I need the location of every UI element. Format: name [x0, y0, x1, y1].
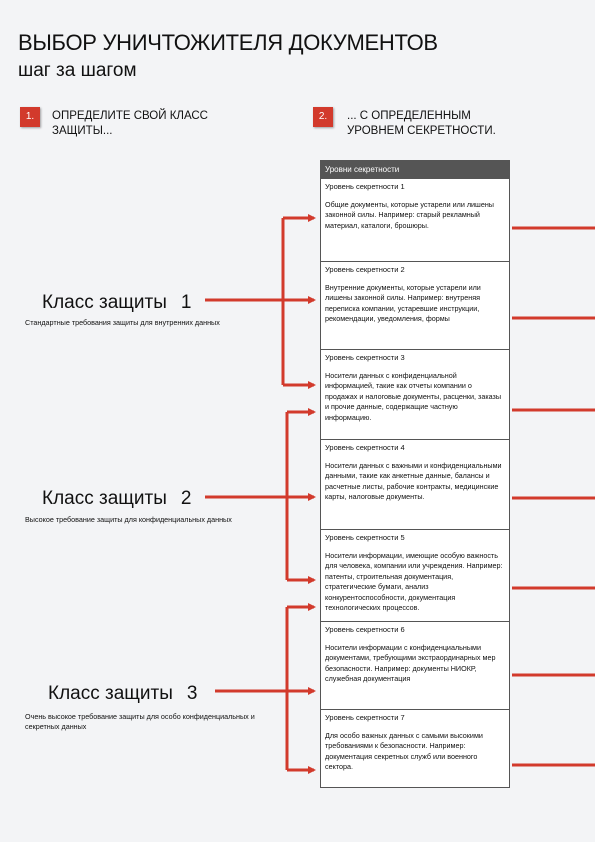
security-level-text: Носители информации, имеющие особую важность для человека, компании или учреждения. Например: патенты, строительная документация, стратегические бумаги, анализ конкурентоспособности, документация технологических процессов. — [325, 551, 503, 613]
security-level-title: Уровень секретности 3 — [325, 353, 405, 362]
class-number: 3 — [186, 683, 198, 704]
class-number: 2 — [180, 488, 192, 509]
step-2-text: ... С ОПРЕДЕЛЕННЫМ УРОВНЕМ СЕКРЕТНОСТИ. — [347, 110, 496, 137]
security-level-title: Уровень секретности 1 — [325, 182, 405, 191]
security-level-title: Уровень секретности 2 — [325, 265, 405, 274]
protection-class-2-description: Высокое требование защиты для конфиденциальных данных — [25, 515, 232, 524]
class-label: Класс защиты — [42, 488, 167, 509]
page-title: ВЫБОР УНИЧТОЖИТЕЛЯ ДОКУМЕНТОВ — [18, 30, 438, 55]
security-level-title: Уровень секретности 4 — [325, 443, 405, 452]
step-2-number: 2. — [313, 107, 333, 127]
security-level-text: Общие документы, которые устарели или лишены законной силы. Например: старый рекламный материал, каталоги, брошюры. — [325, 200, 494, 230]
security-levels-header: Уровни секретности — [321, 161, 509, 179]
security-level-title: Уровень секретности 5 — [325, 533, 405, 542]
security-level-text: Внутренние документы, которые устарели или лишены законной силы. Например: внутреняя переписка компании, устаревшие инструкции, рекомендации, уведомления, формы — [325, 283, 481, 324]
security-level-text: Для особо важных данных с самыми высокими требованиями к безопасности. Например: документация секретных служб или военного сектора. — [325, 731, 483, 772]
security-level-text: Носители данных с важными и конфиденциальными данными, такие как анкетные данные, балансы и расчетные листы, рабочие контракты, медицинские карты, налоговые документы. — [325, 461, 502, 502]
security-level-title: Уровень секретности 6 — [325, 625, 405, 634]
security-level-text: Носители информации с конфиденциальными документами, требующими экстраординарных мер безопасности. Например: документы НИОКР, служебная документация — [325, 643, 496, 684]
class-label: Класс защиты — [42, 292, 167, 313]
security-level-title: Уровень секретности 7 — [325, 713, 405, 722]
page-subtitle: шаг за шагом — [18, 60, 137, 81]
protection-class-1-description: Стандартные требования защиты для внутренних данных — [25, 318, 220, 327]
step-1-number: 1. — [20, 107, 40, 127]
protection-class-3-description: Очень высокое требование защиты для особо конфиденциальных и секретных данных — [25, 712, 255, 731]
class-label: Класс защиты — [48, 683, 173, 704]
security-level-text: Носители данных с конфиденциальной информацией, такие как отчеты компании о продажах и налоговые документы, расценки, заказы и прочие данные, содержащие частную информацию. — [325, 371, 502, 422]
class-number: 1 — [180, 292, 192, 313]
step-1-text: ОПРЕДЕЛИТЕ СВОЙ КЛАСС ЗАЩИТЫ... — [52, 110, 208, 137]
